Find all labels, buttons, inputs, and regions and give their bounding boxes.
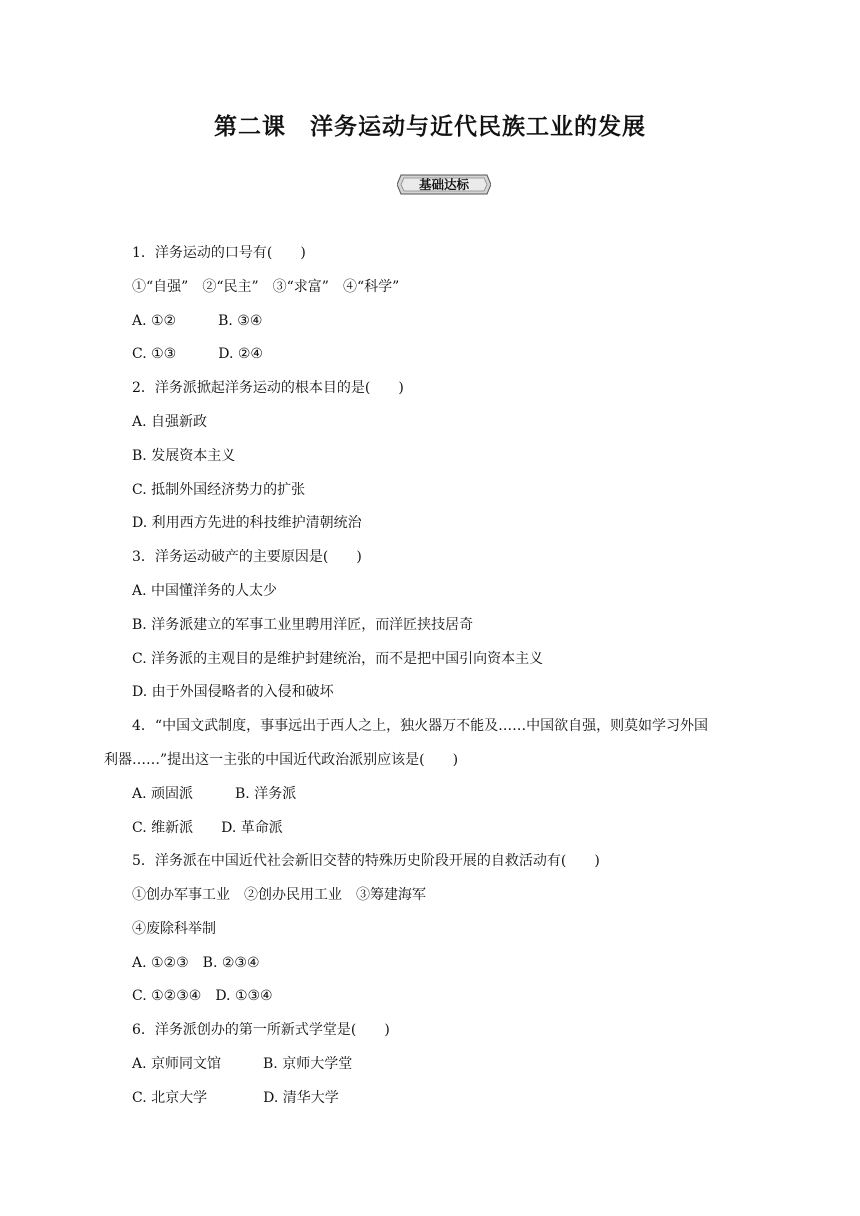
question-5-options-cd: C. ①②③④ D. ①③④ [132, 988, 273, 1004]
question-3-option-a: A. 中国懂洋务的人太少 [132, 583, 278, 599]
question-3-option-c: C. 洋务派的主观目的是维护封建统治，而不是把中国引向资本主义 [132, 651, 544, 667]
question-1-items: ①“自强” ②“民主” ③“求富” ④“科学” [132, 279, 400, 295]
question-5-stem: 5．洋务派在中国近代社会新旧交替的特殊历史阶段开展的自救活动有( ) [132, 853, 600, 869]
section-badge-label: 基础达标 [418, 177, 469, 192]
question-1-stem: 1．洋务运动的口号有( ) [132, 245, 306, 261]
question-5-options-ab: A. ①②③ B. ②③④ [132, 955, 260, 971]
question-2-option-b: B. 发展资本主义 [132, 448, 236, 464]
question-2-option-c: C. 抵制外国经济势力的扩张 [132, 482, 306, 498]
page-title: 第二课 洋务运动与近代民族工业的发展 [214, 114, 646, 140]
question-1-options-ab: A. ①② B. ③④ [132, 313, 263, 329]
question-3-option-d: D. 由于外国侵略者的入侵和破坏 [132, 684, 334, 700]
question-4-stem: 4．“中国文武制度，事事远出于西人之上，独火器万不能及……中国欲自强，则莫如学习外国 [132, 718, 709, 734]
section-badge [397, 174, 491, 195]
question-4-options-ab: A. 顽固派 B. 洋务派 [132, 786, 297, 802]
question-6-options-cd: C. 北京大学 D. 清华大学 [132, 1090, 339, 1106]
question-1-options-cd: C. ①③ D. ②④ [132, 346, 263, 362]
question-3-option-b: B. 洋务派建立的军事工业里聘用洋匠，而洋匠挟技居奇 [132, 617, 474, 633]
question-2-option-a: A. 自强新政 [132, 414, 208, 430]
question-2-option-d: D. 利用西方先进的科技维护清朝统治 [132, 515, 362, 531]
question-4-stem-continued: 利器……”提出这一主张的中国近代政治派别应该是( ) [104, 752, 459, 768]
question-3-stem: 3．洋务运动破产的主要原因是( ) [132, 549, 362, 565]
question-5-items-continued: ④废除科举制 [132, 921, 216, 937]
question-2-stem: 2．洋务派掀起洋务运动的根本目的是( ) [132, 380, 404, 396]
question-5-items: ①创办军事工业 ②创办民用工业 ③筹建海军 [132, 887, 426, 903]
question-6-stem: 6．洋务派创办的第一所新式学堂是( ) [132, 1022, 390, 1038]
question-4-options-cd: C. 维新派 D. 革命派 [132, 820, 283, 836]
question-6-options-ab: A. 京师同文馆 B. 京师大学堂 [132, 1056, 353, 1072]
